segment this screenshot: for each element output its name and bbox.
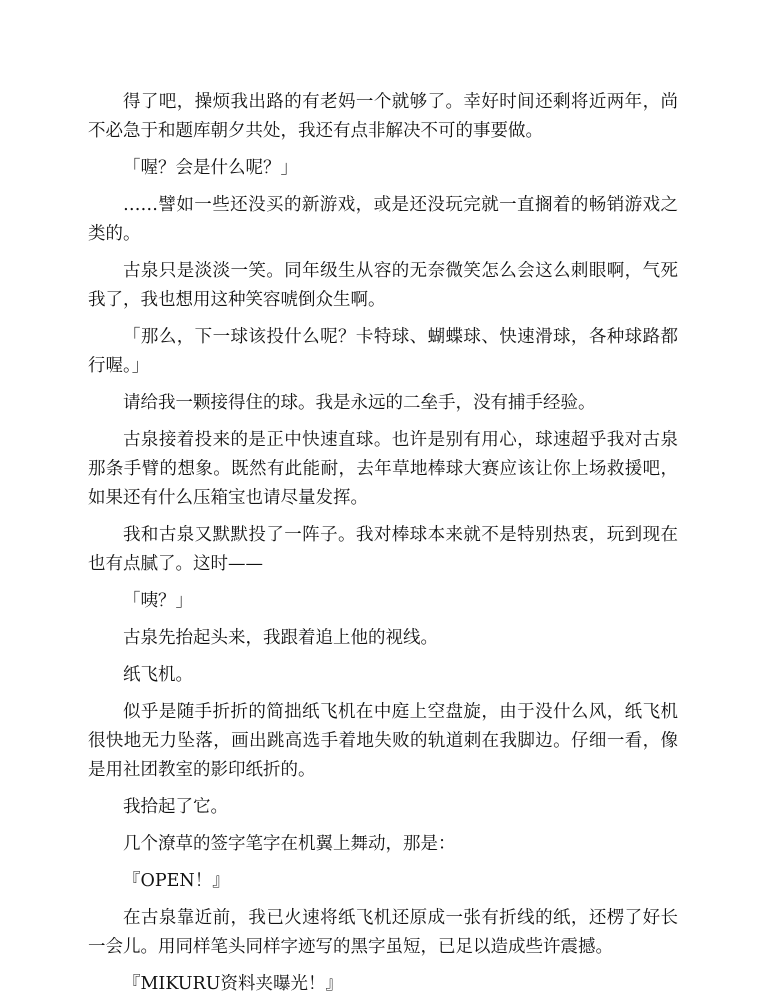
paragraph-1: 得了吧，操烦我出路的有老妈一个就够了。幸好时间还剩将近两年，尚不必急于和题库朝夕共处，我还有点非解决不可的事要做。 — [88, 92, 678, 141]
paragraph-10: 古泉先抬起头来，我跟着追上他的视线。 — [123, 628, 438, 648]
paragraph-8: 我和古泉又默默投了一阵子。我对棒球本来就不是特别热衷，玩到现在也有点腻了。这时—— — [88, 525, 678, 574]
paragraph-2: 「喔？会是什么呢？」 — [123, 158, 298, 178]
paragraph-7: 古泉接着投来的是正中快速直球。也许是别有用心，球速超乎我对古泉那条手臂的想象。既然有此能耐，去年草地棒球大赛应该让你上场救援吧，如果还有什么压箱宝也请尽量发挥。 — [88, 430, 678, 508]
document-page — [88, 88, 678, 1007]
paragraph-6: 请给我一颗接得住的球。我是永远的二垒手，没有捕手经验。 — [123, 393, 596, 413]
paragraph-12: 似乎是随手折折的简拙纸飞机在中庭上空盘旋，由于没什么风，纸飞机很快地无力坠落，画出跳高选手着地失败的轨道刺在我脚边。仔细一看，像是用社团教室的影印纸折的。 — [88, 702, 678, 780]
paragraph-9: 「咦？」 — [123, 591, 193, 611]
paragraph-4: 古泉只是淡淡一笑。同年级生从容的无奈微笑怎么会这么刺眼啊，气死我了，我也想用这种笑容唬倒众生啊。 — [88, 261, 678, 310]
paragraph-13: 我拾起了它。 — [123, 797, 228, 817]
paragraph-3: ……譬如一些还没买的新游戏，或是还没玩完就一直搁着的畅销游戏之类的。 — [88, 195, 678, 244]
paragraph-17: 『MIKURU资料夹曝光！』 — [123, 974, 343, 994]
paragraph-5: 「那么，下一球该投什么呢？卡特球、蝴蝶球、快速滑球，各种球路都行喔。」 — [88, 327, 678, 376]
paragraph-16: 在古泉靠近前，我已火速将纸飞机还原成一张有折线的纸，还楞了好长一会儿。用同样笔头同样字迹写的黑字虽短，已足以造成些许震撼。 — [88, 908, 678, 957]
paragraph-14: 几个潦草的签字笔字在机翼上舞动，那是： — [123, 834, 456, 854]
paragraph-15: 『OPEN！』 — [123, 871, 230, 891]
paragraph-11: 纸飞机。 — [123, 665, 193, 685]
